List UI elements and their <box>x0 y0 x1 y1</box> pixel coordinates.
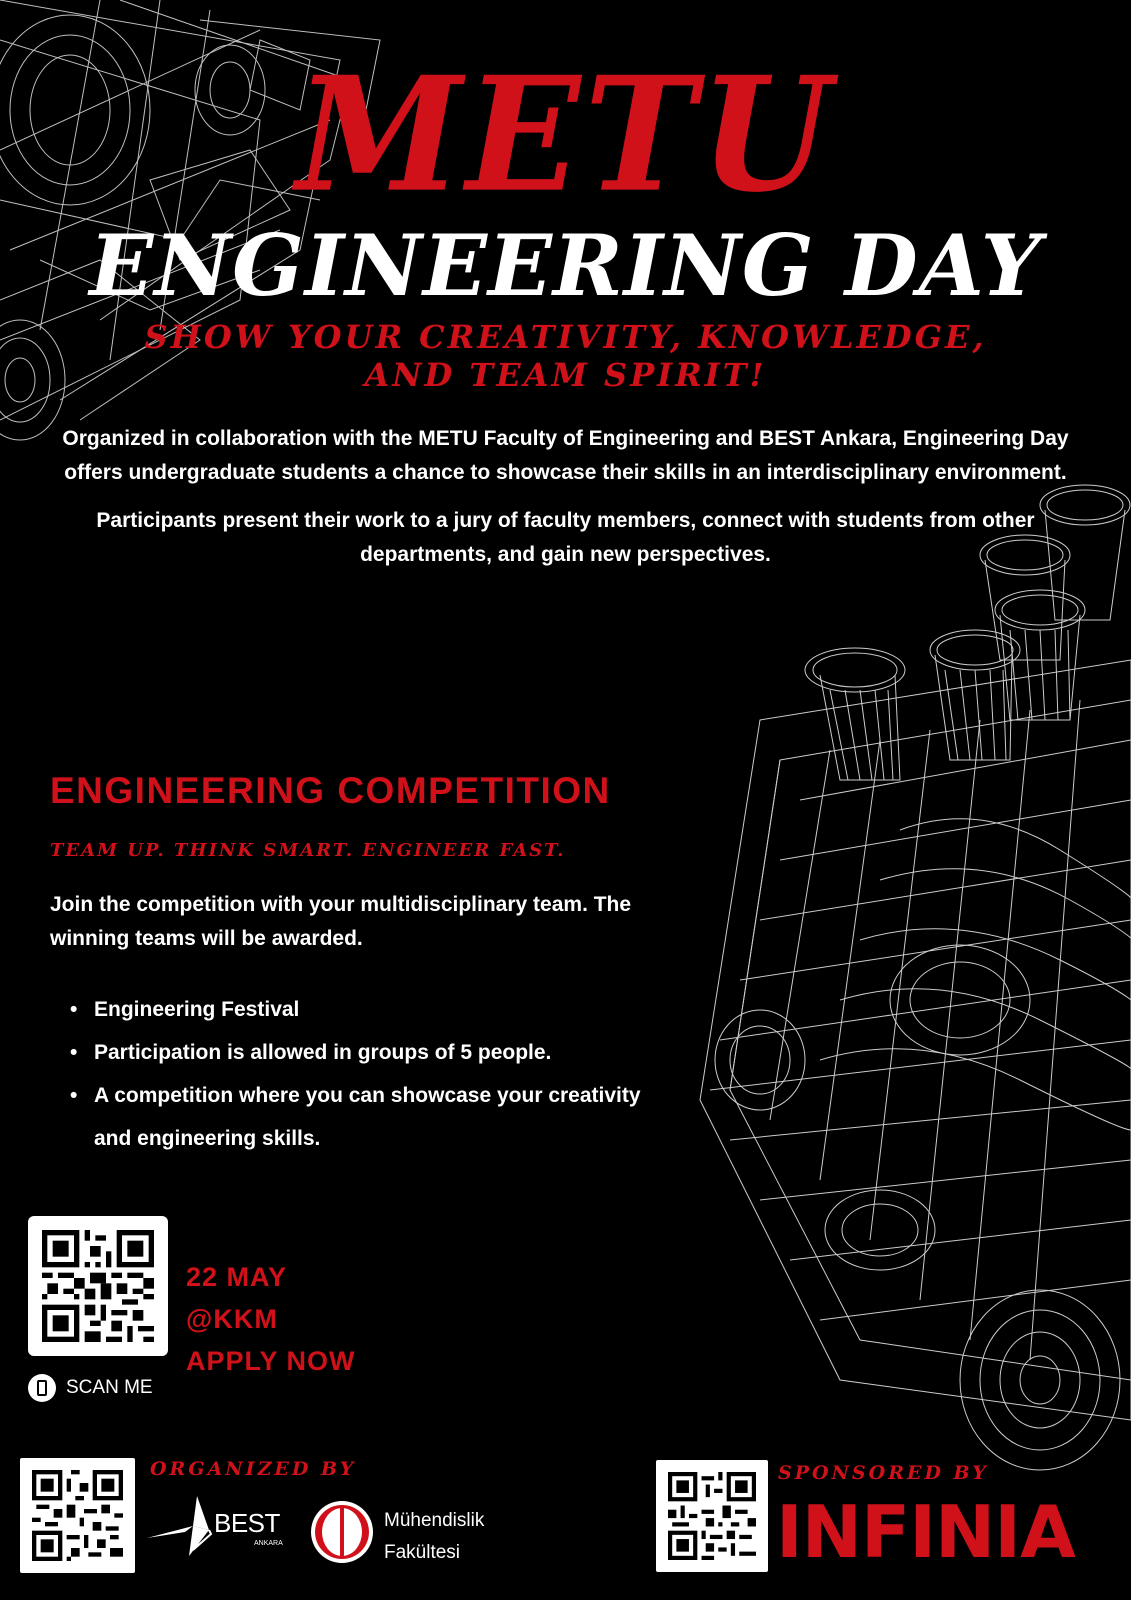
list-item: • Participation is allowed in groups of 5 people. <box>70 1031 650 1074</box>
competition-title: ENGINEERING COMPETITION <box>50 770 611 811</box>
title-engineering-day: ENGINEERING DAY <box>89 216 1042 315</box>
qr-code-icon <box>668 1472 756 1560</box>
metu-logo-icon <box>310 1500 374 1564</box>
faculty-line-2: Fakültesi <box>384 1542 461 1563</box>
apply-qr-code[interactable] <box>28 1216 168 1356</box>
qr-code-icon <box>32 1470 123 1561</box>
best-name: BEST <box>214 1508 280 1538</box>
competition-tagline: TEAM UP. THINK SMART. ENGINEER FAST. <box>50 840 566 861</box>
phone-icon <box>28 1374 56 1402</box>
scan-me-label <box>28 1374 153 1402</box>
event-location: @KKM <box>186 1304 278 1334</box>
event-info <box>186 1256 356 1382</box>
header-tagline <box>60 318 1071 394</box>
competition-list <box>70 988 650 1160</box>
event-date: 22 MAY <box>186 1262 288 1292</box>
tagline-line-2: AND TEAM SPIRIT! <box>364 356 767 394</box>
scan-me-text: SCAN ME <box>66 1377 153 1398</box>
best-subtitle: ANKARA <box>254 1540 283 1547</box>
sponsor-name: INFINIA <box>776 1490 1075 1574</box>
list-item: • Engineering Festival <box>70 988 650 1031</box>
title-metu: METU <box>296 42 835 228</box>
sponsor-qr-code[interactable] <box>656 1460 768 1572</box>
sponsored-by-label: SPONSORED BY <box>778 1462 989 1484</box>
organizer-qr-code[interactable] <box>20 1458 135 1573</box>
intro-paragraph-2: Participants present their work to a jury of faculty members, connect with students from other departments, and gain new perspectives. <box>96 509 1035 566</box>
apply-now-link[interactable]: APPLY NOW <box>186 1346 356 1376</box>
competition-description: Join the competition with your multidisciplinary team. The winning teams will be awarded. <box>50 893 632 950</box>
intro-section <box>60 422 1071 586</box>
qr-code-icon <box>42 1230 154 1342</box>
faculty-name <box>384 1505 484 1569</box>
list-item: • A competition where you can showcase your creativity and engineering skills. <box>70 1074 650 1160</box>
tagline-line-1: SHOW YOUR CREATIVITY, KNOWLEDGE, <box>144 318 987 356</box>
organized-by-label: ORGANIZED BY <box>150 1458 357 1480</box>
intro-paragraph-1: Organized in collaboration with the METU Faculty of Engineering and BEST Ankara, Engineering Day offers undergraduate students a chance to showcase their skills in an interdisciplinary environment. <box>62 427 1069 484</box>
faculty-line-1: Mühendislik <box>384 1510 485 1531</box>
